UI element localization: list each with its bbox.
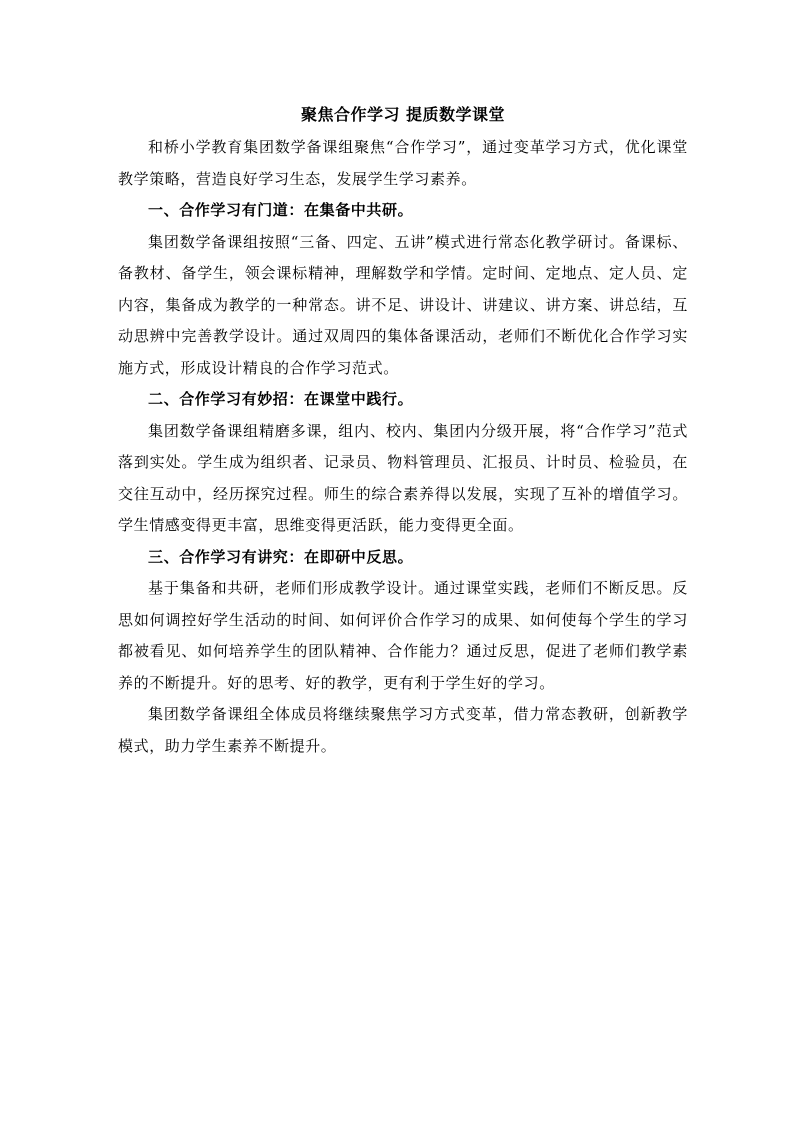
section-heading-2: 二、合作学习有妙招：在课堂中践行。 xyxy=(148,390,414,408)
section-body-3: 基于集备和共研，老师们形成教学设计。通过课堂实践，老师们不断反思。反思如何调控好学生活动的时间、如何评价合作学习的成果、如何使每个学生的学习都被看见、如何培养学生的团队精神、合作能力？通过反思，促进了老师们教学素养的不断提升。好的思考、好的教学，更有利于学生好的学习。 xyxy=(118,579,688,692)
section-body-2: 集团数学备课组精磨多课，组内、校内、集团内分级开展，将“合作学习”范式落到实处。学生成为组织者、记录员、物料管理员、汇报员、计时员、检验员，在交往互动中，经历探究过程。师生的综合素养得以发展，实现了互补的增值学习。学生情感变得更丰富，思维变得更活跃，能力变得更全面。 xyxy=(118,421,688,534)
section-heading-1: 一、合作学习有门道：在集备中共研。 xyxy=(148,201,414,219)
section-body-1: 集团数学备课组按照“三备、四定、五讲”模式进行常态化教学研讨。备课标、备教材、备学生，领会课标精神，理解数学和学情。定时间、定地点、定人员、定内容，集备成为教学的一种常态。讲不足、讲设计、讲建议、讲方案、讲总结，互动思辨中完善教学设计。通过双周四的集体备课活动，老师们不断优化合作学习实施方式，形成设计精良的合作学习范式。 xyxy=(118,232,688,377)
document-body xyxy=(118,101,688,762)
conclusion-paragraph: 集团数学备课组全体成员将继续聚焦学习方式变革，借力常态教研，创新教学模式，助力学生素养不断提升。 xyxy=(118,705,688,755)
intro-paragraph: 和桥小学教育集团数学备课组聚焦“合作学习”，通过变革学习方式，优化课堂教学策略，营造良好学习生态，发展学生学习素养。 xyxy=(118,138,688,188)
document-title: 聚焦合作学习 提质数学课堂 xyxy=(300,105,506,124)
section-heading-3: 三、合作学习有讲究：在即研中反思。 xyxy=(148,547,414,566)
